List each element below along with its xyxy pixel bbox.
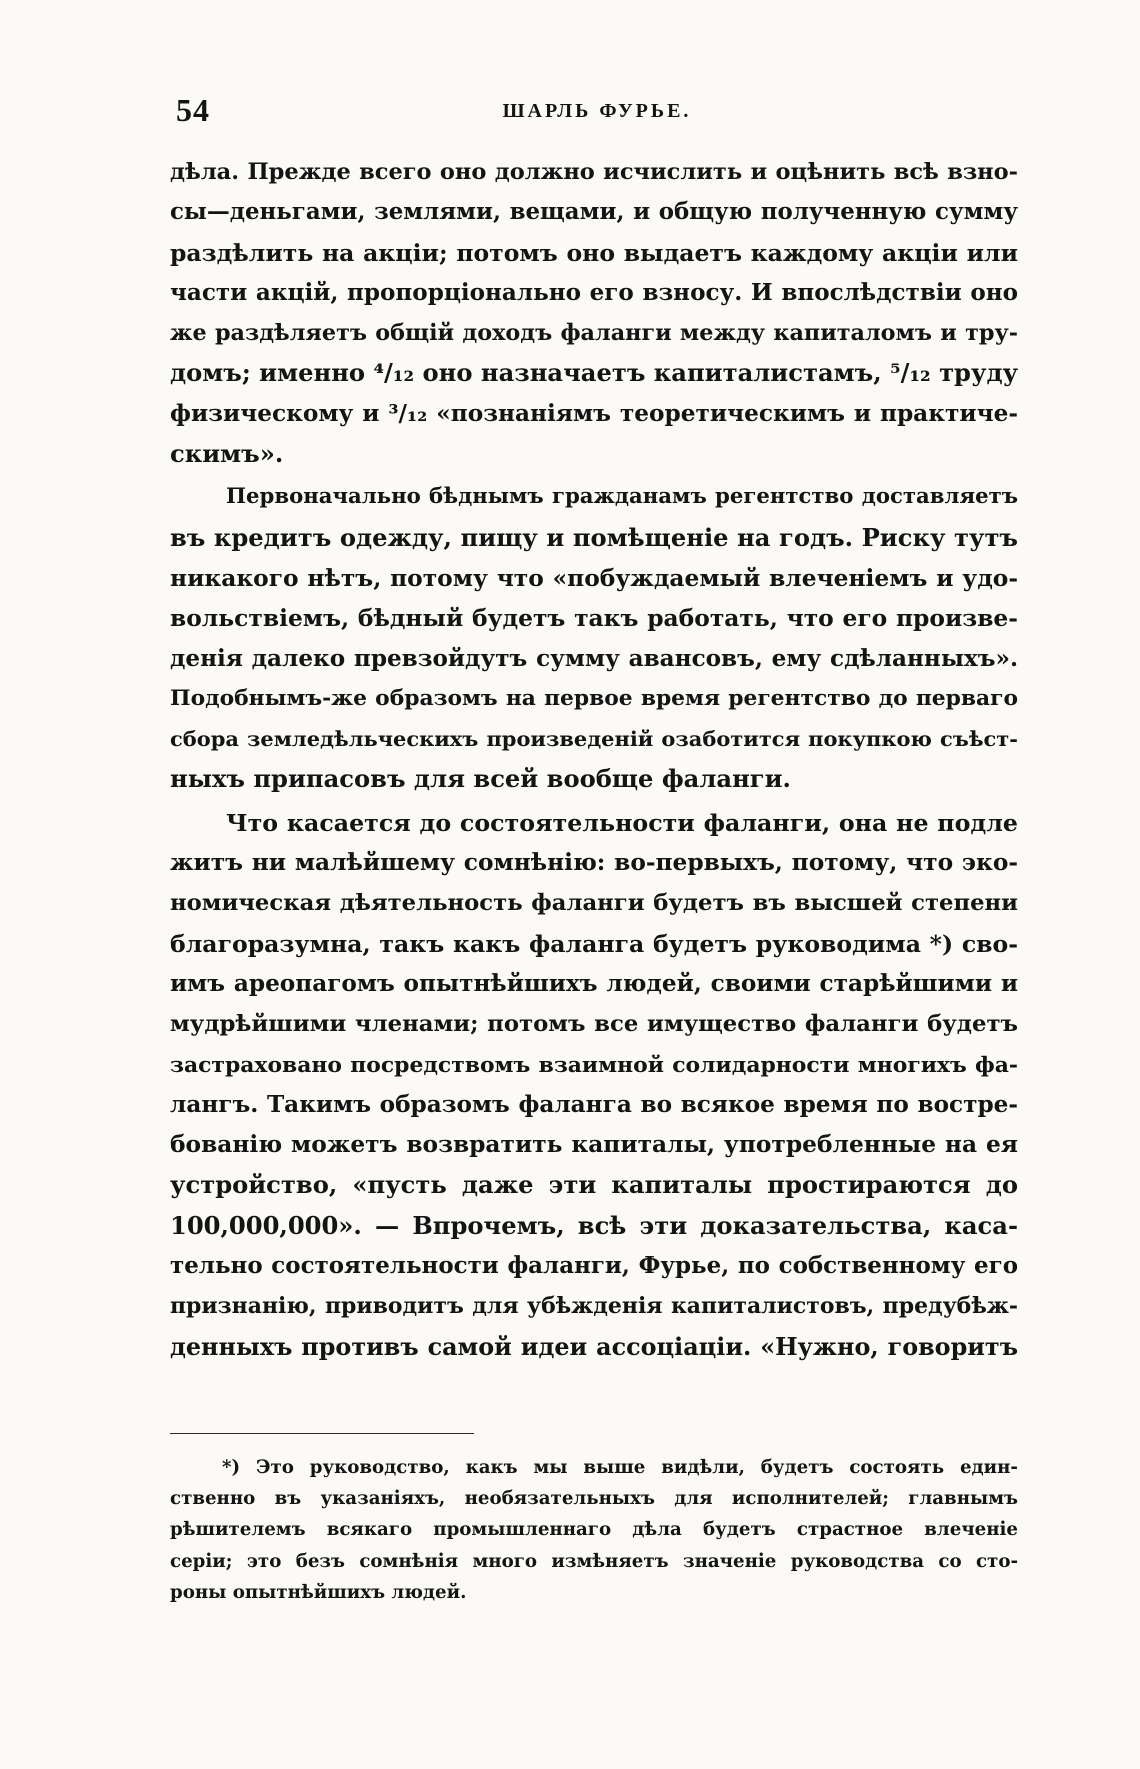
text-line: житъ ни малѣйшему сомнѣнію: во-первыхъ, потому, что эко- — [170, 849, 1018, 877]
paragraph-3 — [170, 803, 1018, 1367]
text-line: признанію, приводитъ для убѣжденія капиталистовъ, предубѣж- — [170, 1293, 1018, 1320]
page-header — [176, 92, 1018, 132]
text-line: ныхъ припасовъ для всей вообще фаланги. — [170, 764, 791, 794]
footnote-line: *) Это руководство, какъ мы выше видѣли, будетъ состоять един- — [222, 1457, 1018, 1478]
footnote-line: рѣшителемъ всякаго промышленнаго дѣла будетъ страстное влеченіе — [170, 1519, 1018, 1541]
text-line: сбора земледѣльческихъ произведеній озаботится покупкою съѣст- — [170, 726, 1018, 752]
text-line: никакого нѣтъ, потому что «побуждаемый влеченіемъ и удо- — [170, 563, 1018, 592]
page-number: 54 — [176, 92, 210, 128]
text-line: части акцій, пропорціонально его взносу. И впослѣдствіи оно — [170, 278, 1018, 306]
text-line: бованію можетъ возвратить капиталы, употребленные на ея — [170, 1131, 1018, 1159]
text-line: вольствіемъ, бѣдный будетъ такъ работать, что его произве- — [170, 604, 1018, 633]
text-line: лангъ. Такимъ образомъ фаланга во всякое время по востре- — [170, 1090, 1018, 1118]
text-line: же раздѣляетъ общій доходъ фаланги между капиталомъ и тру- — [170, 320, 1018, 347]
text-line: сы—деньгами, землями, вещами, и общую полученную сумму — [170, 199, 1018, 226]
text-line: физическому и ³/₁₂ «познаніямъ теоретическимъ и практиче- — [170, 399, 1018, 427]
text-line: номическая дѣятельность фаланги будетъ въ высшей степени — [170, 890, 1018, 917]
footnote-divider — [170, 1433, 474, 1434]
text-line: Подобнымъ-же образомъ на первое время регентство до перваго — [170, 685, 1018, 711]
running-title: ШАРЛЬ ФУРЬЕ. — [502, 100, 692, 122]
text-line: мудрѣйшими членами; потомъ все имущество фаланги будетъ — [170, 1011, 1018, 1038]
footnote-line: ственно въ указаніяхъ, необязательныхъ для исполнителей; главнымъ — [170, 1488, 1018, 1510]
text-line: скимъ». — [170, 439, 284, 469]
text-line: устройство, «пусть даже эти капиталы простираются до — [170, 1170, 1018, 1200]
text-line: благоразумна, такъ какъ фаланга будетъ руководима *) сво- — [170, 929, 1018, 958]
text-line: денныхъ противъ самой идеи ассоціаціи. «Нужно, говоритъ — [170, 1332, 1018, 1361]
paragraph-1 — [170, 152, 1018, 474]
text-line: денія далеко превзойдутъ сумму авансовъ, ему сдѣланныхъ». — [170, 644, 1018, 672]
text-line: дѣла. Прежде всего оно должно исчислить и оцѣнить всѣ взно- — [170, 159, 1018, 185]
text-line: Первоначально бѣднымъ гражданамъ регентство доставляетъ — [226, 484, 1018, 510]
footnote-line: роны опытнѣйшихъ людей. — [170, 1581, 467, 1603]
text-line: тельно состоятельности фаланги, Фурье, по собственному его — [170, 1252, 1018, 1280]
body-text — [170, 152, 1018, 1367]
paragraph-2 — [170, 477, 1018, 799]
text-line: имъ ареопагомъ опытнѣйшихъ людей, своими старѣйшими и — [170, 969, 1018, 997]
text-line: раздѣлить на акціи; потомъ оно выдаетъ каждому акціи или — [170, 238, 1018, 267]
text-line: 100,000,000». — Впрочемъ, всѣ эти доказательства, каса- — [170, 1210, 1018, 1240]
text-line: домъ; именно ⁴/₁₂ оно назначаетъ капиталистамъ, ⁵/₁₂ труду — [170, 358, 1019, 388]
footnote-line: серіи; это безъ сомнѣнія много измѣняетъ значеніе руководства со сто- — [170, 1550, 1018, 1572]
text-line: Что касается до состоятельности фаланги, она не подле — [226, 808, 1018, 837]
text-line: въ кредитъ одежду, пищу и помѣщеніе на годъ. Риску тутъ — [170, 522, 1018, 552]
text-line: застраховано посредствомъ взаимной солидарности многихъ фа- — [170, 1051, 1018, 1078]
footnote — [170, 1452, 1018, 1608]
